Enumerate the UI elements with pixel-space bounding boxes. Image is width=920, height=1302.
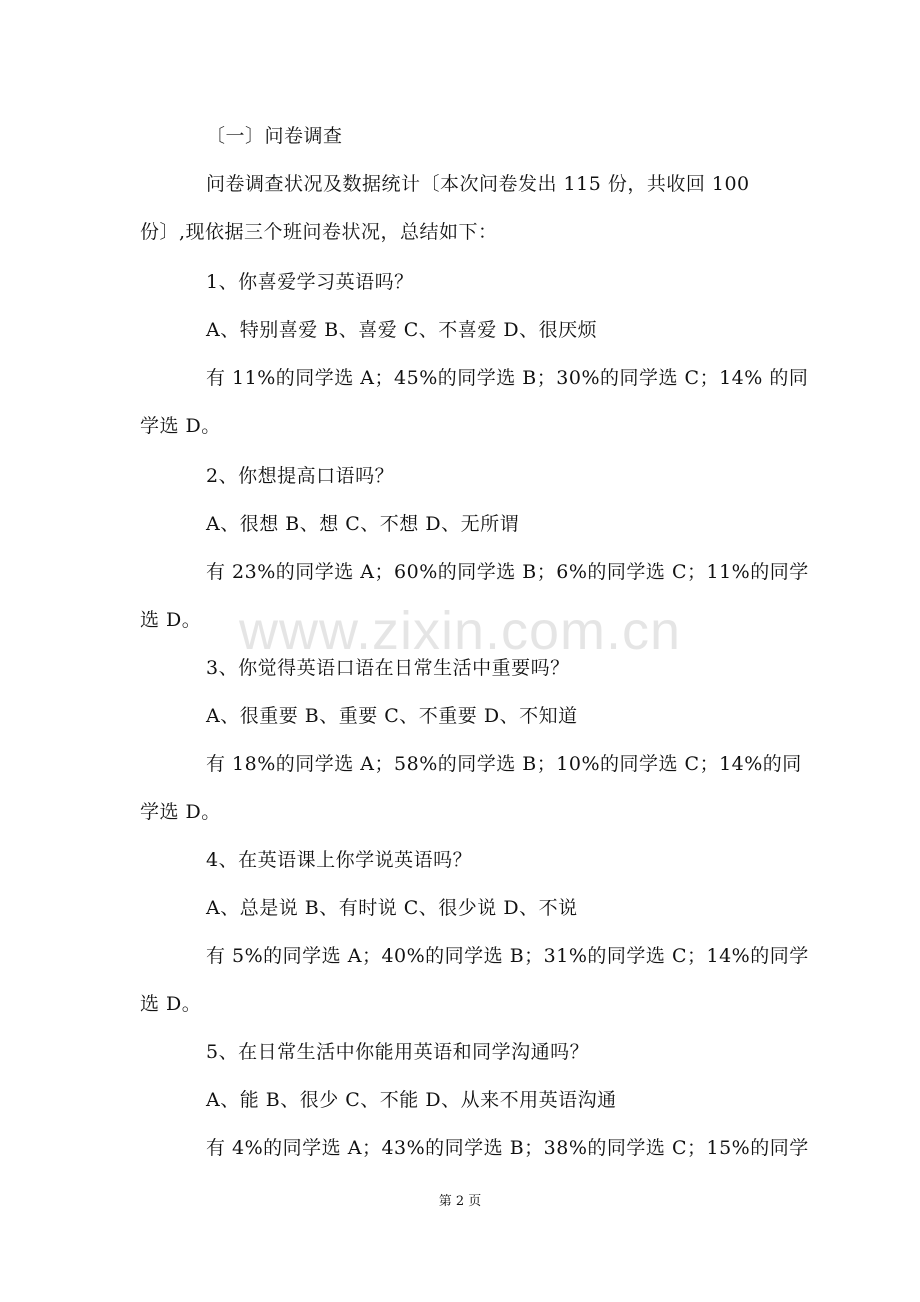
question-2-options: A、很想 B、想 C、不想 D、无所谓 xyxy=(206,513,520,535)
section-title: 〔一〕问卷调查 xyxy=(206,125,343,147)
question-3: 3、你觉得英语口语在日常生活中重要吗？ xyxy=(206,657,570,679)
question-5-result: 有 4%的同学选 A；43%的同学选 B；38%的同学选 C；15%的同学 xyxy=(206,1137,809,1159)
question-4-options: A、总是说 B、有时说 C、很少说 D、不说 xyxy=(206,897,578,919)
question-1-result: 有 11%的同学选 A；45%的同学选 B；30%的同学选 C；14% 的同 xyxy=(206,367,809,389)
question-5: 5、在日常生活中你能用英语和同学沟通吗？ xyxy=(206,1041,590,1063)
intro-line-1: 问卷调查状况及数据统计〔本次问卷发出 115 份，共收回 100 xyxy=(206,173,750,195)
intro-line-2: 份〕,现依据三个班问卷状况，总结如下： xyxy=(140,221,498,243)
question-2-result-cont: 选 D。 xyxy=(140,609,202,631)
watermark: www.zixin.com.cn xyxy=(238,601,682,661)
question-1: 1、你喜爱学习英语吗？ xyxy=(206,271,414,293)
question-1-result-cont: 学选 D。 xyxy=(140,415,221,437)
question-4: 4、在英语课上你学说英语吗？ xyxy=(206,849,473,871)
question-2-result: 有 23%的同学选 A；60%的同学选 B；6%的同学选 C；11%的同学 xyxy=(206,561,809,583)
question-5-options: A、能 B、很少 C、不能 D、从来不用英语沟通 xyxy=(206,1089,617,1111)
question-3-options: A、很重要 B、重要 C、不重要 D、不知道 xyxy=(206,705,578,727)
question-4-result-cont: 选 D。 xyxy=(140,993,202,1015)
question-3-result: 有 18%的同学选 A；58%的同学选 B；10%的同学选 C；14%的同 xyxy=(206,753,802,775)
question-2: 2、你想提高口语吗？ xyxy=(206,465,395,487)
page-number: 第 2 页 xyxy=(438,1194,482,1209)
question-1-options: A、特别喜爱 B、喜爱 C、不喜爱 D、很厌烦 xyxy=(206,319,598,341)
question-4-result: 有 5%的同学选 A；40%的同学选 B；31%的同学选 C；14%的同学 xyxy=(206,945,809,967)
question-3-result-cont: 学选 D。 xyxy=(140,801,221,823)
